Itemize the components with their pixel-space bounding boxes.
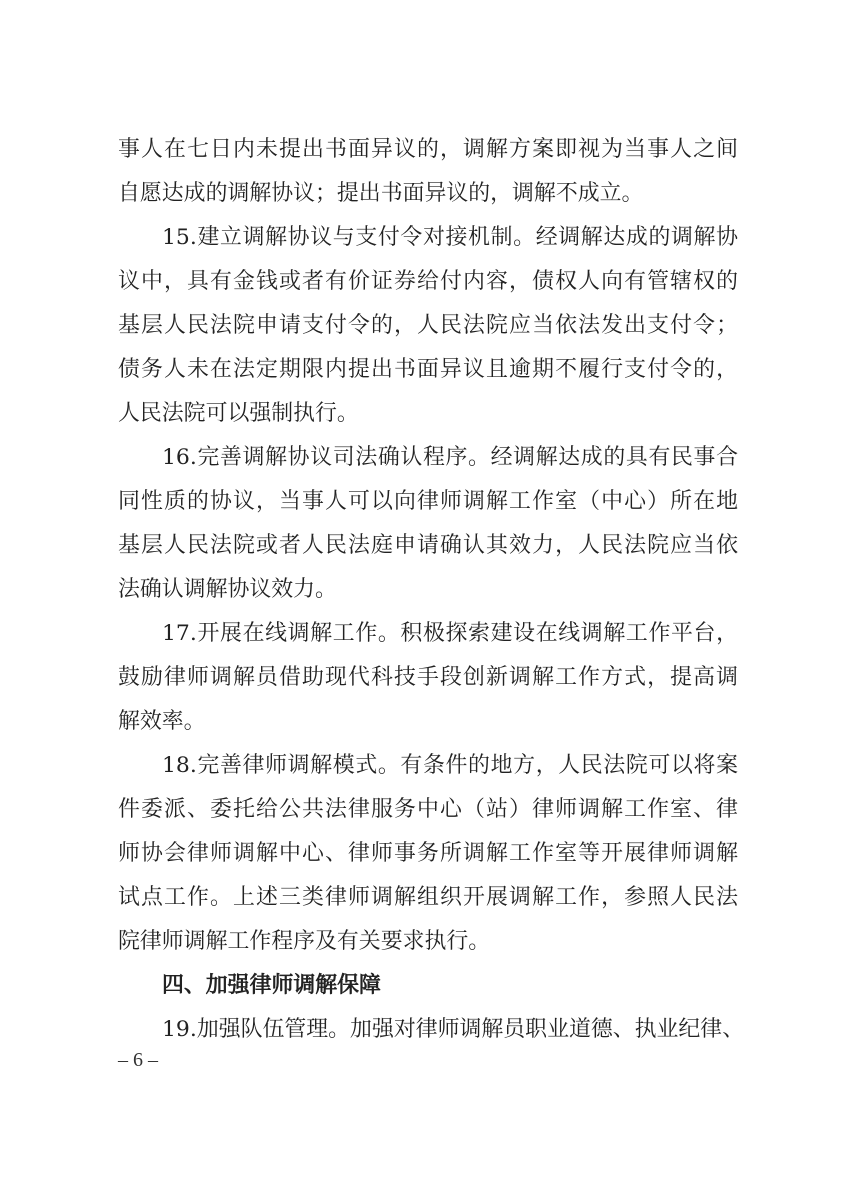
paragraph-line: 17.开展在线调解工作。积极探索建设在线调解工作平台， [162,621,738,646]
paragraph-line: 件委派、委托给公共法律服务中心（站）律师调解工作室、律 [118,797,738,822]
paragraph-line: 鼓励律师调解员借助现代科技手段创新调解工作方式，提高调 [118,665,738,690]
paragraph-16 [118,436,738,612]
page-number: – 6 – [118,1049,158,1071]
paragraph-line: 18.完善律师调解模式。有条件的地方，人民法院可以将案 [162,753,738,778]
paragraph-15 [118,216,738,436]
paragraph-18 [118,744,738,964]
paragraph-line: 基层人民法院申请支付令的，人民法院应当依法发出支付令； [118,313,738,338]
paragraph-line: 师协会律师调解中心、律师事务所调解工作室等开展律师调解 [118,841,738,866]
paragraph-continuation [118,128,738,216]
paragraph-line: 议中，具有金钱或者有价证券给付内容，债权人向有管辖权的 [118,269,738,294]
paragraph-line: 人民法院可以强制执行。 [118,401,359,426]
paragraph-19 [118,1008,745,1052]
document-body [118,128,745,1052]
paragraph-line: 债务人未在法定期限内提出书面异议且逾期不履行支付令的， [118,357,738,382]
paragraph-line: 事人在七日内未提出书面异议的，调解方案即视为当事人之间 [118,137,738,162]
section-heading: 四、加强律师调解保障 [162,973,381,998]
paragraph-line: 自愿达成的调解协议；提出书面异议的，调解不成立。 [118,181,644,206]
paragraph-line: 基层人民法院或者人民法庭申请确认其效力，人民法院应当依 [118,533,738,558]
paragraph-line: 法确认调解协议效力。 [118,577,337,602]
paragraph-line: 15.建立调解协议与支付令对接机制。经调解达成的调解协 [162,225,738,250]
paragraph-line: 解效率。 [118,709,206,734]
paragraph-line: 16.完善调解协议司法确认程序。经调解达成的具有民事合 [162,445,738,470]
paragraph-17 [118,612,738,744]
paragraph-line: 试点工作。上述三类律师调解组织开展调解工作，参照人民法 [118,885,738,910]
paragraph-line: 院律师调解工作程序及有关要求执行。 [118,929,491,954]
paragraph-line: 19.加强队伍管理。加强对律师调解员职业道德、执业纪律、 [162,1017,745,1042]
paragraph-line: 同性质的协议，当事人可以向律师调解工作室（中心）所在地 [118,489,738,514]
